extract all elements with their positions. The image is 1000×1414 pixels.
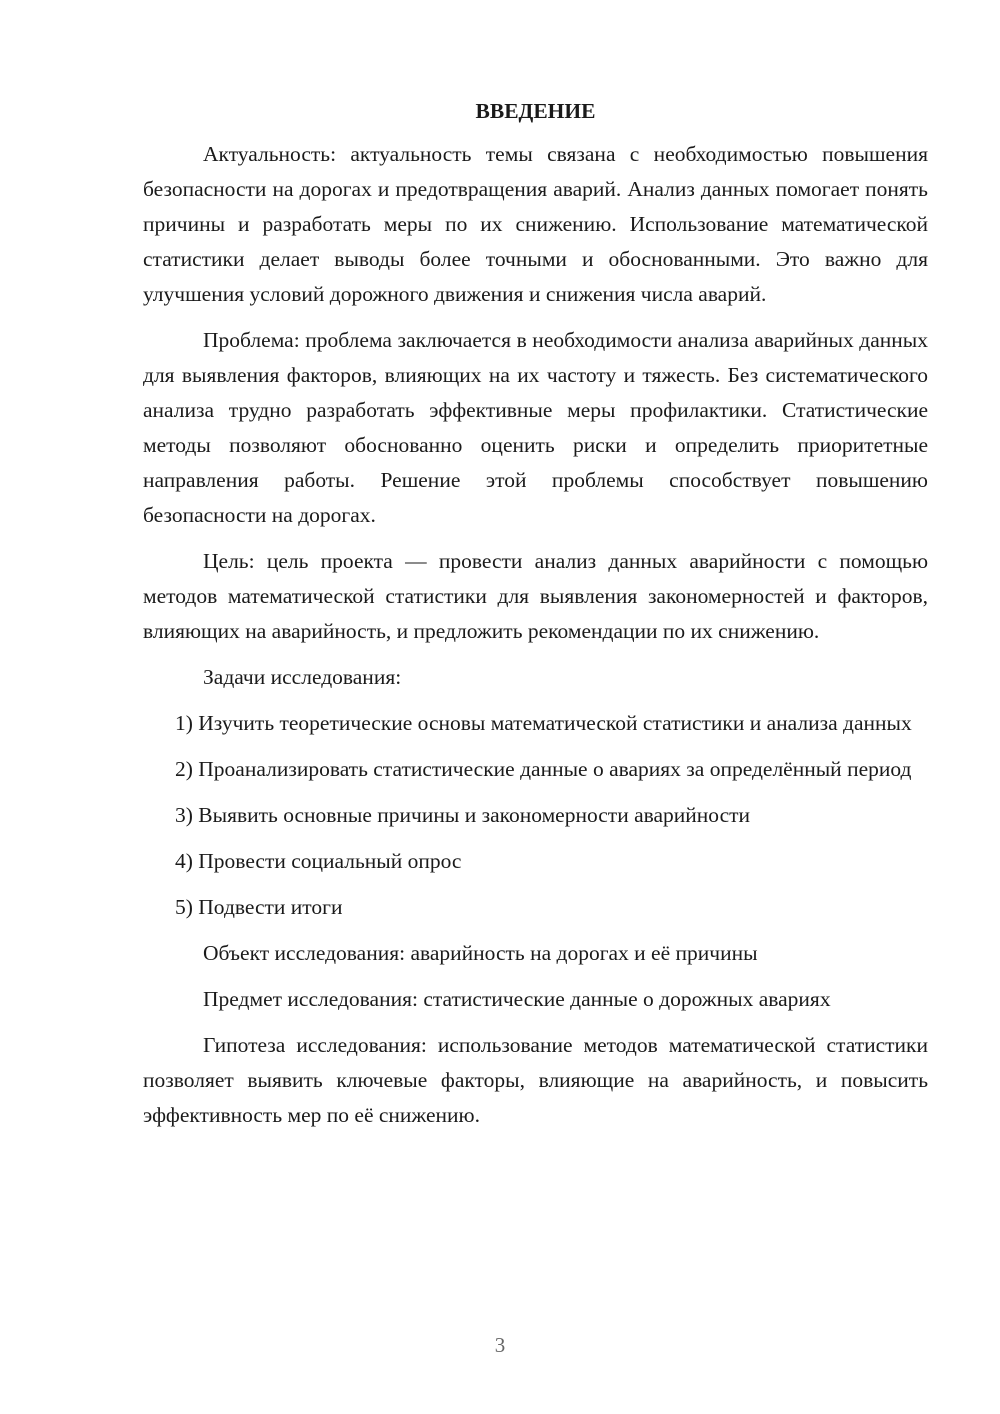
page-number: 3 — [494, 1333, 506, 1357]
research-hypothesis: Гипотеза исследования: использование методов математической статистики позволяет выявить ключевые факторы, влияющие на аварийность, и повысить эффективность мер по её снижению. — [143, 1033, 928, 1127]
research-object: Объект исследования: аварийность на дорогах и её причины — [203, 941, 758, 965]
task-item-5: 5) Подвести итоги — [175, 895, 343, 919]
research-subject: Предмет исследования: статистические данные о дорожных авариях — [203, 987, 831, 1011]
task-item-1: 1) Изучить теоретические основы математической статистики и анализа данных — [175, 711, 912, 735]
document-page — [143, 96, 928, 1144]
paragraph-relevance: Актуальность: актуальность темы связана с необходимостью повышения безопасности на дорогах и предотвращения аварий. Анализ данных помогает понять причины и разработать меры по их снижению. Использование математической статистики делает выводы более точными и обоснованными. Это важно для улучшения условий дорожного движения и снижения числа аварий. — [143, 142, 928, 306]
task-item-2: 2) Проанализировать статистические данные о авариях за определённый период — [175, 757, 912, 781]
section-heading: ВВЕДЕНИЕ — [475, 99, 596, 123]
paragraph-goal: Цель: цель проекта — провести анализ данных аварийности с помощью методов математической статистики для выявления закономерностей и факторов, влияющих на аварийность, и предложить рекомендации по их снижению. — [143, 549, 928, 643]
paragraph-problem: Проблема: проблема заключается в необходимости анализа аварийных данных для выявления факторов, влияющих на их частоту и тяжесть. Без систематического анализа трудно разработать эффективные меры профилактики. Статистические методы позволяют обоснованно оценить риски и определить приоритетные направления работы. Решение этой проблемы способствует повышению безопасности на дорогах. — [143, 328, 928, 527]
task-item-3: 3) Выявить основные причины и закономерности аварийности — [175, 803, 751, 827]
tasks-title: Задачи исследования: — [203, 665, 402, 689]
task-item-4: 4) Провести социальный опрос — [175, 849, 462, 873]
